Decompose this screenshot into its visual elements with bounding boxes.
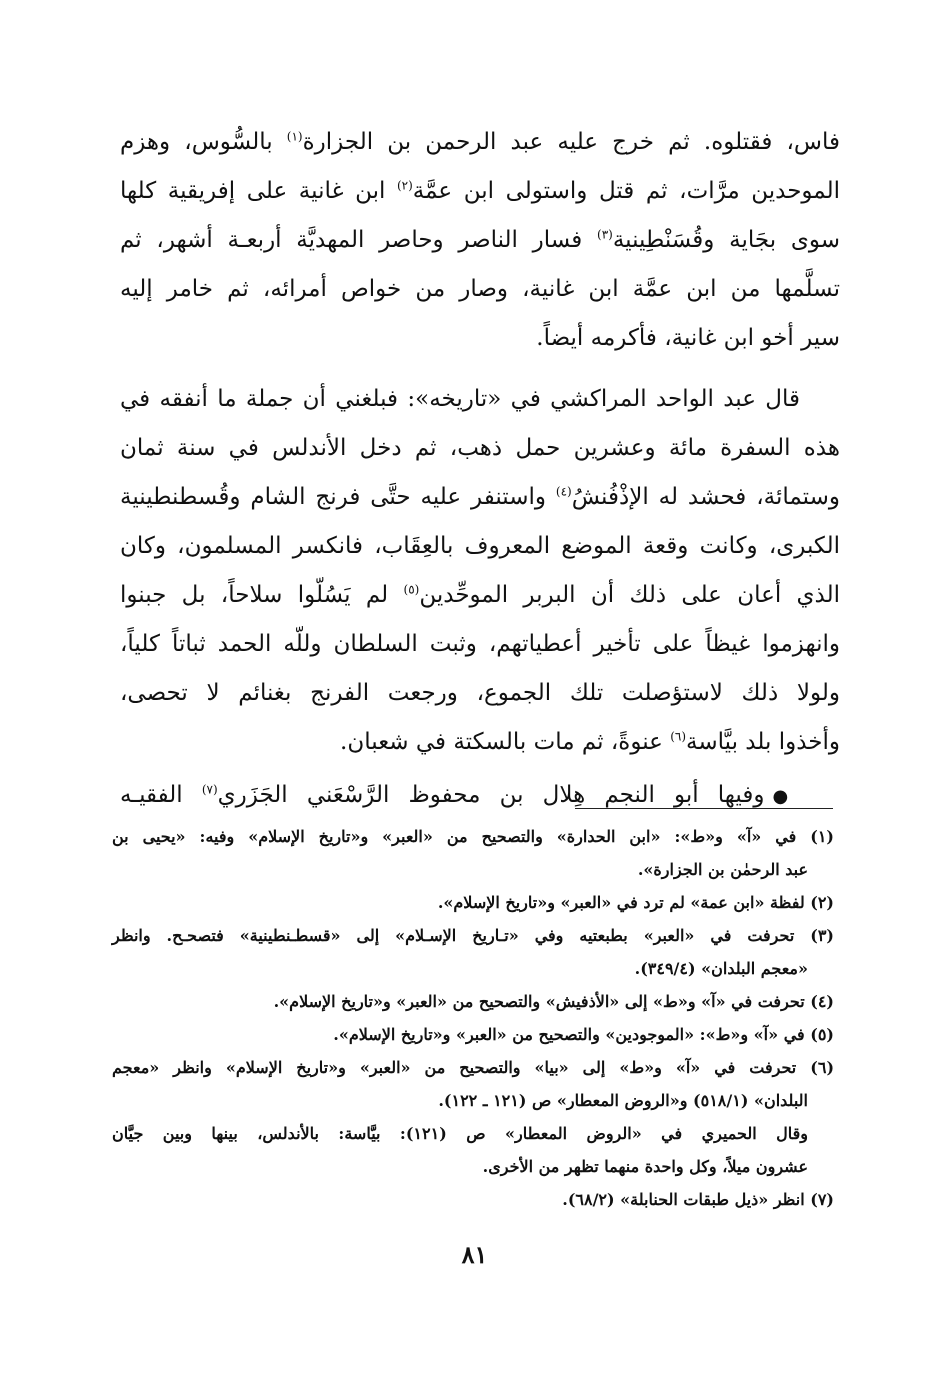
footnote-line: عشرون ميلاً، وكل واحدة منهما تظهر من الأخرى.: [482, 1157, 808, 1176]
footnote-line: البلدان» (٥١٨/١) و«الروض المعطار» ص (١٢١ ـ ١٢٢).: [438, 1091, 808, 1110]
bullet-icon: ●: [772, 786, 800, 807]
text-line: الكبرى، وكانت وقعة الموضع المعروف بالعِقَاب، فانكسر المسلمون، وكان: [120, 533, 840, 559]
footnote-line: (٧) انظر «ذيل طبقات الحنابلة» (٦٨/٢).: [562, 1190, 834, 1209]
text-line: وستمائة، فحشد له الإذْفُنشُ$^{(٤)}$ واستنفر عليه حتَّى فرنج الشام وقُسطنطينية: [120, 484, 840, 510]
footnote-line: (٢) لفظة «ابن عمة» لم ترد في «العبر» و«تاريخ الإسلام».: [437, 893, 834, 912]
footnote-line: (٥) في «آ» و«ط»: «الموجودين» والتصحيح من «العبر» و«تاريخ الإسلام».: [333, 1025, 834, 1044]
text-line: ●وفيها أبو النجم هِلال بن محفوظ الرَّسْعَني الجَزَري$^{(٧)}$ الفقيـه: [120, 782, 800, 808]
footnote-line: (٦) تحرفت في «آ» و«ط» إلى «بيا» والتصحيح من «العبر» و«تاريخ الإسلام» وانظر «معجم: [112, 1058, 835, 1077]
page-number: ٨١: [461, 1240, 488, 1269]
footnote-line: (٤) تحرفت في «آ» و«ط» إلى «الأذفيش» والتصحيح من «العبر» و«تاريخ الإسلام».: [273, 992, 834, 1011]
text-line: تسلَّمها من ابن عمَّة ابن غانية، وصار من خواص أمرائه، ثم خامر إليه: [120, 276, 840, 302]
footnote-divider: [575, 808, 833, 809]
text-line: وأخذوا بلد بيَّاسة$^{(٦)}$ عنوةً، ثم مات بالسكتة في شعبان.: [340, 729, 840, 755]
text-line: وانهزموا غيظاً على تأخير أعطياتهم، وثبت السلطان وللّه الحمد ثباتاً كلياً،: [120, 631, 840, 657]
footnote-line: (١) في «آ» و«ط»: «ابن الحدارة» والتصحيح من «العبر» و«تاريخ الإسلام» وفيه: «يحيى بن: [112, 827, 834, 846]
footnote-line: وقال الحميري في «الروض المعطار» ص (١٢١): بيَّاسة: بالأندلس، بينها وبين جيَّان: [112, 1124, 808, 1143]
footnote-line: (٣) تحرفت في «العبر» بطبعتيه وفي «تـاريخ الإسـلام» إلى «قسطـنطينية» فتصحـح. وانظر: [112, 926, 834, 945]
main-text: [120, 118, 840, 820]
text-line: سير أخو ابن غانية، فأكرمه أيضاً.: [536, 325, 840, 351]
text-line: سوى بجَاية وقُسَنْطِينية$^{(٣)}$ فسار الناصر وحاصر المهديَّة أربعـة أشهر، ثم: [120, 227, 840, 253]
footnote-line: عبد الرحمٰن بن الجزارة».: [637, 860, 808, 879]
text-line: فاس، فقتلوه. ثم خرج عليه عبد الرحمن بن الجزارة$^{(١)}$ بالسُّوس، وهزم: [120, 129, 841, 155]
text-line: ولولا ذلك لاستؤصلت تلك الجموع، ورجعت الفرنج بغنائم لا تحصى،: [120, 680, 840, 706]
text-line: الذي أعان على ذلك أن البربر الموحِّدين$^{(٥)}$ لم يَسُلّوا سلاحاً، بل جبنوا: [120, 582, 841, 608]
text-line: الموحدين مرَّات، ثم قتل واستولى ابن عمَّة$^{(٢)}$ ابن غانية على إفريقية كلها: [120, 178, 840, 204]
text-line: هذه السفرة مائة وعشرين حمل ذهب، ثم دخل الأندلس في سنة ثمان: [120, 435, 840, 461]
text-line: قال عبد الواحد المراكشي في «تاريخه»: فبلغني أن جملة ما أنفقه في: [120, 386, 800, 412]
footnotes: [112, 820, 834, 1216]
footnote-line: «معجم البلدان» (٣٤٩/٤).: [634, 959, 808, 978]
